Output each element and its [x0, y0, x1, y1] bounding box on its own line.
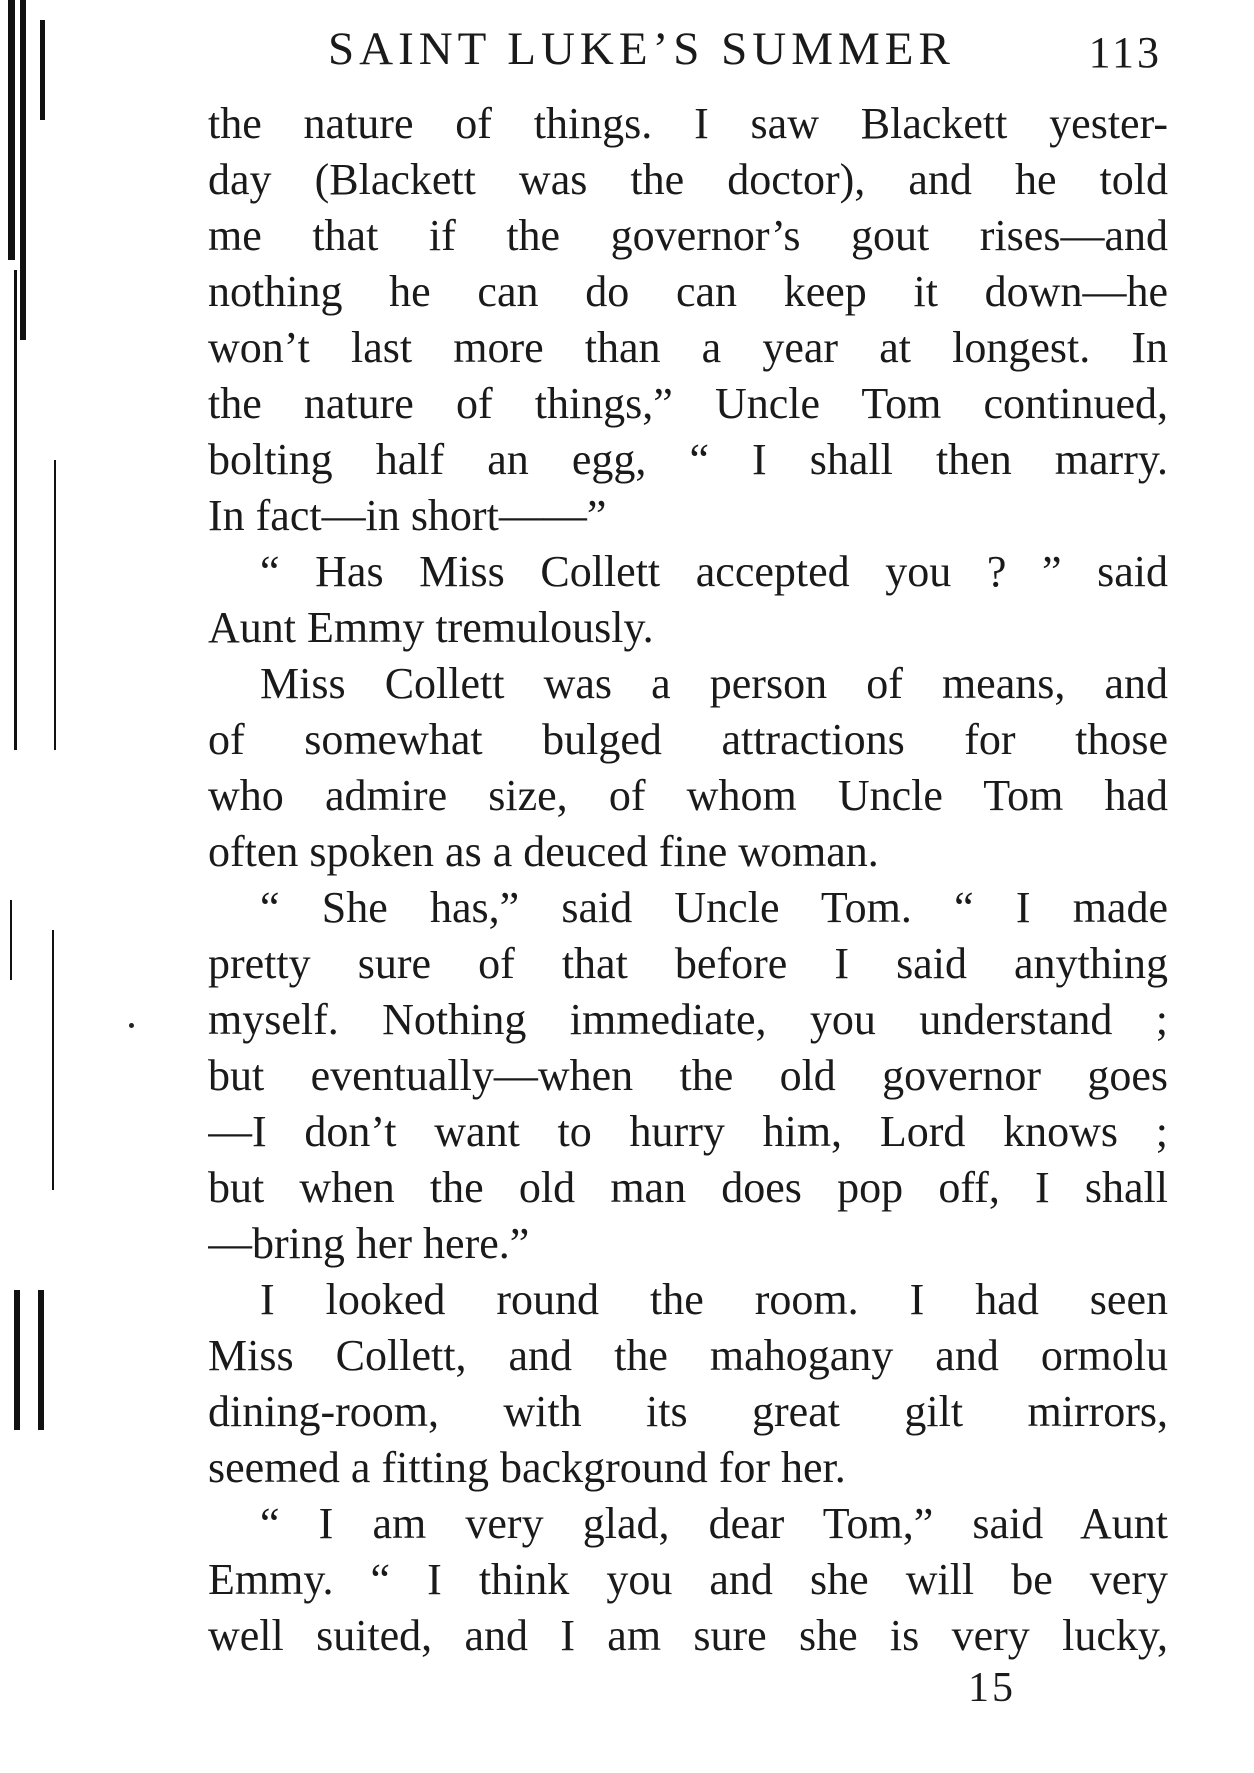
text-line: “ I am very glad, dear Tom,” said Aunt — [260, 1499, 1168, 1548]
text-line: Miss Collett was a person of means, and — [260, 659, 1168, 708]
text-line: me that if the governor’s gout rises—and — [208, 211, 1168, 260]
text-line: “ She has,” said Uncle Tom. “ I made — [260, 883, 1168, 932]
text-line: the nature of things. I saw Blackett yester- — [208, 99, 1168, 148]
binding-edge-mark — [54, 460, 56, 750]
page-number: 113 — [1088, 28, 1162, 77]
binding-edge-mark — [8, 0, 15, 260]
text-line: well suited, and I am sure she is very lucky, — [208, 1611, 1168, 1660]
signature-mark: 15 — [968, 1665, 1016, 1711]
text-line: myself. Nothing immediate, you understand ; — [208, 995, 1168, 1044]
text-line: but when the old man does pop off, I shall — [208, 1163, 1168, 1212]
text-line: often spoken as a deuced fine woman. — [208, 827, 879, 876]
text-line: Aunt Emmy tremulously. — [208, 603, 654, 652]
text-line: dining-room, with its great gilt mirrors, — [208, 1387, 1168, 1436]
binding-edge-mark — [14, 270, 17, 750]
text-line: won’t last more than a year at longest. In — [208, 323, 1168, 372]
text-line: In fact—in short——” — [208, 491, 607, 540]
binding-edge-mark — [14, 1290, 20, 1430]
text-line: but eventually—when the old governor goes — [208, 1051, 1168, 1100]
text-line: nothing he can do can keep it down—he — [208, 267, 1168, 316]
text-line: I looked round the room. I had seen — [260, 1275, 1168, 1324]
binding-edge-mark — [38, 1290, 44, 1430]
text-line: the nature of things,” Uncle Tom continued, — [208, 379, 1168, 428]
binding-edge-mark — [52, 930, 54, 1190]
text-line: Emmy. “ I think you and she will be very — [208, 1555, 1168, 1604]
body-text — [208, 96, 1168, 1664]
text-line: day (Blackett was the doctor), and he told — [208, 155, 1168, 204]
text-line: bolting half an egg, “ I shall then marry. — [208, 435, 1168, 484]
text-line: seemed a fitting background for her. — [208, 1443, 846, 1492]
running-title: SAINT LUKE’S SUMMER — [328, 23, 955, 75]
text-line: who admire size, of whom Uncle Tom had — [208, 771, 1168, 820]
text-line: “ Has Miss Collett accepted you ? ” said — [260, 547, 1168, 596]
binding-edge-mark — [10, 900, 12, 980]
text-line: pretty sure of that before I said anything — [208, 939, 1168, 988]
page-header — [328, 14, 1168, 84]
text-line: of somewhat bulged attractions for those — [208, 715, 1168, 764]
text-line: Miss Collett, and the mahogany and ormolu — [208, 1331, 1168, 1380]
binding-edge-mark — [20, 0, 26, 340]
text-line: —bring her here.” — [208, 1219, 530, 1268]
stray-ink-dot — [129, 1023, 134, 1028]
text-line: —I don’t want to hurry him, Lord knows ; — [208, 1107, 1168, 1156]
binding-edge-mark — [40, 20, 45, 120]
